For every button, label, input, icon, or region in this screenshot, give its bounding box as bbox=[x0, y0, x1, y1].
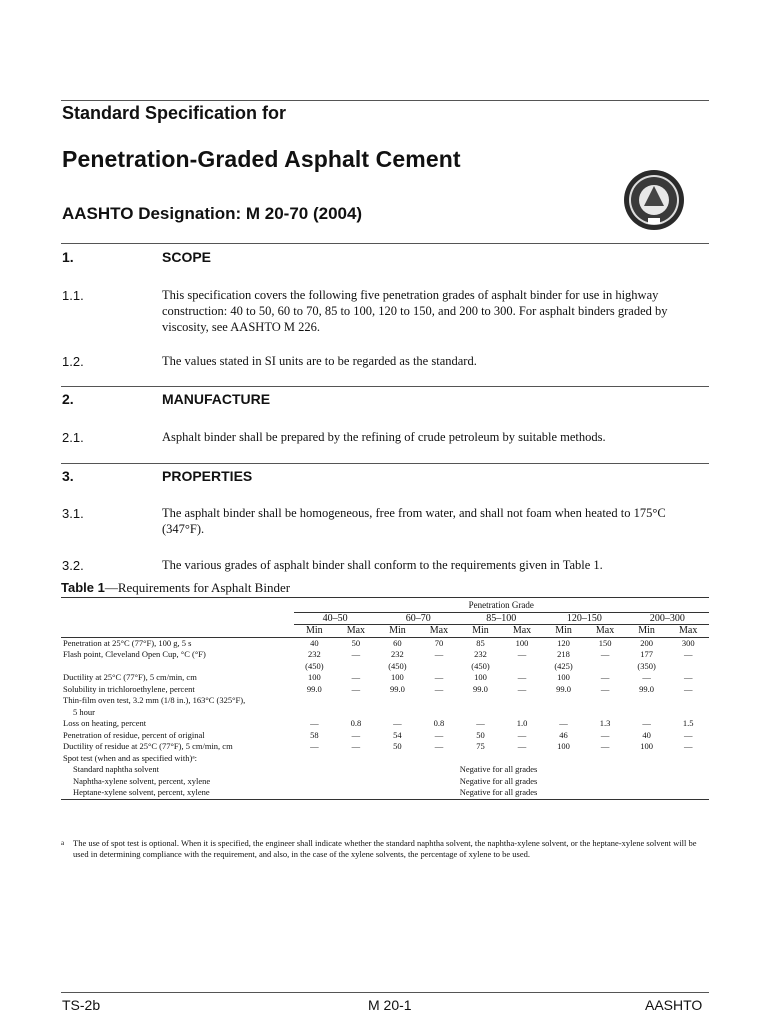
table-cell bbox=[626, 753, 668, 765]
doc-title: Penetration-Graded Asphalt Cement bbox=[62, 146, 461, 172]
table-cell bbox=[584, 707, 626, 719]
table-cell: 300 bbox=[681, 637, 695, 648]
table-cell: — bbox=[393, 718, 402, 728]
spot-test-value: Negative for all grades bbox=[459, 764, 538, 774]
paragraph-text: The various grades of asphalt binder shall conform to the requirements given in Table 1. bbox=[162, 558, 603, 572]
row-label bbox=[61, 661, 294, 673]
table-cell: 200 bbox=[640, 637, 653, 648]
table-cell: 177 bbox=[640, 649, 653, 659]
table-row bbox=[61, 741, 709, 753]
table-cell: — bbox=[351, 649, 361, 659]
table-cell: — bbox=[600, 729, 610, 740]
table-cell: (350) bbox=[637, 660, 656, 671]
table-cell bbox=[418, 753, 460, 765]
min-header: Min bbox=[460, 625, 502, 638]
table-row bbox=[61, 787, 709, 799]
table-cell bbox=[294, 753, 336, 765]
table-cell: 99.0 bbox=[473, 683, 488, 694]
top-rule bbox=[61, 100, 709, 101]
table-cell bbox=[377, 695, 419, 707]
table-cell: 60 bbox=[393, 637, 402, 648]
table-cell: 99.0 bbox=[306, 683, 322, 694]
table-cell: 46 bbox=[559, 729, 568, 740]
table-cell: 1.3 bbox=[599, 718, 611, 728]
grade-header: 60–70 bbox=[377, 612, 460, 625]
table-row bbox=[61, 672, 709, 684]
table-cell: 100 bbox=[557, 672, 570, 682]
table-cell: — bbox=[434, 672, 444, 682]
footnote-mark: a bbox=[61, 839, 65, 847]
row-label: Ductility of residue at 25°C (77°F), 5 cm/min, cm bbox=[63, 741, 233, 751]
max-header: Max bbox=[335, 625, 377, 638]
section-rule bbox=[61, 386, 709, 387]
table-cell: — bbox=[434, 729, 444, 740]
table-cell bbox=[294, 695, 336, 707]
table-cell: — bbox=[683, 672, 693, 682]
table-cell: 232 bbox=[474, 649, 487, 659]
table-cell bbox=[501, 707, 543, 719]
doc-subtitle: Standard Specification for bbox=[62, 103, 287, 123]
table-caption-text: —Requirements for Asphalt Binder bbox=[104, 580, 291, 595]
table-cell: — bbox=[683, 683, 693, 694]
table-cell bbox=[667, 753, 709, 765]
row-label: Penetration at 25°C (77°F), 100 g, 5 s bbox=[63, 637, 192, 648]
table-cell: — bbox=[683, 741, 693, 751]
aashto-seal-logo bbox=[622, 168, 686, 232]
table-footnote bbox=[61, 838, 709, 860]
table-caption-label: Table 1 bbox=[61, 580, 105, 595]
table-cell bbox=[626, 707, 668, 719]
table-cell: — bbox=[600, 683, 610, 694]
table-cell: — bbox=[517, 649, 527, 659]
grade-header: 200–300 bbox=[626, 612, 709, 625]
table-cell: 85 bbox=[476, 637, 485, 648]
table-cell: 100 bbox=[640, 741, 653, 751]
table-cell: 40 bbox=[642, 729, 651, 740]
footnote-text: The use of spot test is optional. When it is specified, the engineer shall indicate whether the standard naphtha solvent, the naphtha-xylene solvent, or the heptane-xylene solvent will be used in determining compliance with the requirement, and also, in the case of the xylene solvents, the percentage of xylene to be used. bbox=[73, 838, 697, 859]
table-cell: 0.8 bbox=[433, 718, 445, 728]
table-cell bbox=[584, 661, 626, 673]
table-cell: — bbox=[351, 672, 361, 682]
table-cell: (450) bbox=[305, 660, 324, 671]
max-header: Max bbox=[418, 625, 460, 638]
section-rule bbox=[61, 463, 709, 464]
table-cell: 150 bbox=[598, 637, 612, 648]
table-cell bbox=[584, 753, 626, 765]
table-group-header: Penetration Grade bbox=[294, 598, 709, 613]
grade-header: 120–150 bbox=[543, 612, 626, 625]
table-cell: 232 bbox=[307, 649, 321, 659]
grade-header: 40–50 bbox=[294, 612, 377, 625]
table-cell: 75 bbox=[476, 741, 485, 751]
paragraph-text: The values stated in SI units are to be regarded as the standard. bbox=[162, 354, 477, 368]
row-label: Solubility in trichloroethylene, percent bbox=[63, 683, 195, 694]
row-label: Penetration of residue, percent of original bbox=[63, 729, 205, 740]
min-header: Min bbox=[626, 625, 668, 638]
paragraph-number: 2.1. bbox=[62, 430, 84, 445]
row-label: Loss on heating, percent bbox=[63, 718, 147, 728]
table-cell: — bbox=[517, 741, 527, 751]
max-header: Max bbox=[584, 625, 626, 638]
table-cell: — bbox=[310, 718, 319, 728]
max-header: Max bbox=[501, 625, 543, 638]
table-cell bbox=[501, 661, 543, 673]
row-label: Heptane-xylene solvent, percent, xylene bbox=[61, 787, 294, 799]
table-row bbox=[61, 730, 709, 742]
section-title-properties: PROPERTIES bbox=[162, 468, 253, 484]
max-header: Max bbox=[667, 625, 709, 638]
paragraph-number: 3.2. bbox=[62, 558, 84, 573]
table-cell bbox=[418, 707, 460, 719]
table-cell bbox=[460, 707, 502, 719]
table-cell: — bbox=[600, 649, 610, 659]
table-row bbox=[61, 695, 709, 707]
paragraph-text: The asphalt binder shall be homogeneous, free from water, and shall not foam when heated to 175°C (347°F). bbox=[162, 506, 666, 536]
table-cell bbox=[377, 753, 419, 765]
row-label: Naphtha-xylene solvent, percent, xylene bbox=[73, 775, 211, 786]
table-cell: 100 bbox=[391, 672, 404, 682]
table-cell: 100 bbox=[515, 637, 529, 648]
footer-left: TS-2b bbox=[62, 997, 101, 1013]
table-cell: — bbox=[559, 718, 568, 728]
table-cell bbox=[543, 707, 585, 719]
table-cell: — bbox=[600, 672, 610, 682]
row-label: Ductility at 25°C (77°F), 5 cm/min, cm bbox=[63, 672, 197, 682]
spot-test-value: Negative for all grades bbox=[459, 775, 538, 786]
table-cell: 99.0 bbox=[556, 683, 571, 694]
table-cell bbox=[667, 661, 709, 673]
table-cell: 100 bbox=[474, 672, 487, 682]
table-cell bbox=[667, 695, 709, 707]
table-row bbox=[61, 764, 709, 776]
table-cell: 50 bbox=[351, 637, 361, 648]
table-cell: 99.0 bbox=[389, 683, 405, 694]
table-cell: 54 bbox=[393, 729, 402, 740]
table-cell bbox=[418, 695, 460, 707]
table-cell bbox=[501, 695, 543, 707]
table-row bbox=[61, 684, 709, 696]
requirements-table bbox=[61, 597, 709, 800]
table-cell: 1.0 bbox=[516, 718, 528, 728]
section-title-manufacture: MANUFACTURE bbox=[162, 391, 271, 407]
section-number: 2. bbox=[62, 391, 74, 407]
table-row bbox=[61, 753, 709, 765]
table-cell: 58 bbox=[310, 729, 319, 740]
table-cell: 40 bbox=[310, 637, 319, 648]
table-cell: — bbox=[517, 729, 527, 740]
table-cell bbox=[626, 695, 668, 707]
table-cell: 232 bbox=[391, 649, 404, 659]
table-cell: — bbox=[683, 649, 693, 659]
table-cell: — bbox=[642, 672, 651, 682]
table-cell: 0.8 bbox=[350, 718, 362, 728]
table-cell: 50 bbox=[476, 729, 485, 740]
table-row bbox=[61, 718, 709, 730]
table-cell bbox=[377, 707, 419, 719]
paragraph-number: 1.2. bbox=[62, 354, 84, 369]
table-cell bbox=[335, 695, 377, 707]
section-title-scope: SCOPE bbox=[162, 249, 212, 265]
table-cell: — bbox=[434, 741, 444, 751]
table-cell: 100 bbox=[307, 672, 321, 682]
paragraph-text: This specification covers the following five penetration grades of asphalt binder for use in highway construction: 40 to 50, 60 to 70, 85 to 100, 120 to 150, and 200 to 300. For asphalt binders graded by viscosity, see AASHTO M 226. bbox=[162, 288, 668, 334]
table-cell bbox=[294, 707, 336, 719]
table-cell bbox=[543, 753, 585, 765]
section-rule bbox=[61, 243, 709, 244]
table-cell bbox=[501, 753, 543, 765]
doc-designation: AASHTO Designation: M 20-70 (2004) bbox=[62, 204, 363, 223]
paragraph-number: 3.1. bbox=[62, 506, 84, 521]
table-cell bbox=[335, 753, 377, 765]
paragraph-number: 1.1. bbox=[62, 288, 84, 303]
row-label: Flash point, Cleveland Open Cup, °C (°F) bbox=[63, 649, 206, 659]
min-header: Min bbox=[377, 625, 419, 638]
section-number: 1. bbox=[62, 249, 74, 265]
table-cell: — bbox=[642, 718, 651, 728]
table-cell: (450) bbox=[388, 660, 407, 671]
table-row bbox=[61, 707, 709, 719]
table-cell: — bbox=[683, 729, 693, 740]
table-cell: — bbox=[310, 741, 319, 751]
table-cell: — bbox=[351, 729, 361, 740]
table-row bbox=[61, 661, 709, 673]
section-number: 3. bbox=[62, 468, 74, 484]
grade-header: 85–100 bbox=[460, 612, 543, 625]
table-cell: 1.5 bbox=[682, 718, 694, 728]
table-cell: 70 bbox=[434, 637, 444, 648]
table-row bbox=[61, 776, 709, 788]
table-cell: 120 bbox=[557, 637, 570, 648]
row-label: 5 hour bbox=[73, 706, 95, 717]
table-cell bbox=[335, 707, 377, 719]
footer-right: AASHTO bbox=[645, 997, 703, 1013]
table-cell bbox=[543, 695, 585, 707]
table-cell: (425) bbox=[554, 660, 573, 671]
table-cell bbox=[418, 661, 460, 673]
min-header: Min bbox=[543, 625, 585, 638]
table-cell bbox=[460, 695, 502, 707]
table-cell: — bbox=[476, 718, 485, 728]
table-cell: — bbox=[517, 672, 527, 682]
row-label: Standard naphtha solvent bbox=[73, 764, 159, 774]
table-cell: — bbox=[600, 741, 610, 751]
footer-rule bbox=[61, 992, 709, 993]
table-cell: — bbox=[351, 741, 361, 751]
table-cell bbox=[460, 753, 502, 765]
table-cell: — bbox=[434, 683, 444, 694]
table-cell: (450) bbox=[471, 660, 490, 671]
table-cell: 100 bbox=[557, 741, 570, 751]
table-cell: — bbox=[351, 683, 361, 694]
table-cell: 218 bbox=[557, 649, 570, 659]
spot-test-value: Negative for all grades bbox=[460, 787, 709, 799]
table-cell: 99.0 bbox=[639, 683, 655, 694]
table-cell: 50 bbox=[393, 741, 402, 751]
paragraph-text: Asphalt binder shall be prepared by the refining of crude petroleum by suitable methods. bbox=[162, 430, 606, 444]
row-label: Thin-film oven test, 3.2 mm (1/8 in.), 163°C (325°F), bbox=[63, 695, 246, 705]
table-cell: — bbox=[434, 649, 444, 659]
table-caption bbox=[61, 580, 290, 596]
footer-center: M 20-1 bbox=[368, 997, 412, 1013]
row-label: Spot test (when and as specified with)ᵃ: bbox=[63, 752, 198, 763]
table-row bbox=[61, 637, 709, 649]
min-header: Min bbox=[294, 625, 336, 638]
table-cell: — bbox=[517, 683, 527, 694]
table-cell bbox=[335, 661, 377, 673]
table-cell bbox=[584, 695, 626, 707]
table-cell bbox=[667, 707, 709, 719]
table-row bbox=[61, 649, 709, 661]
